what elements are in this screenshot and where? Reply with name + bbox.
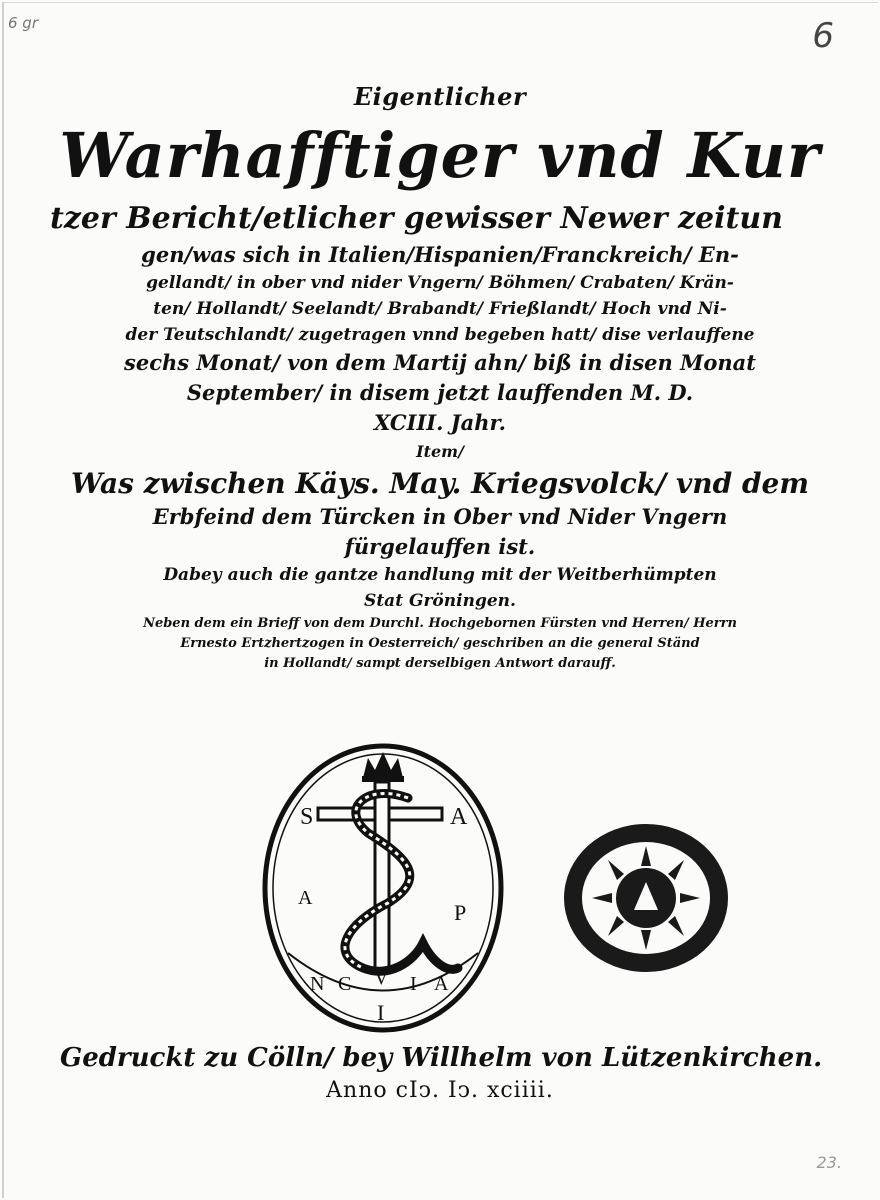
emblem-letter-s: S xyxy=(300,804,314,830)
motto-letter-c: C xyxy=(338,973,352,995)
page-number: 6 xyxy=(812,16,834,56)
neben-line-2: Ernesto Ertzhertzogen in Oesterreich/ geschriben an die general Ständ xyxy=(180,636,700,651)
motto-letter-v: V xyxy=(374,967,389,989)
item-line-3: fürgelauffen ist. xyxy=(344,534,536,559)
title-line-5: gellandt/ in ober vnd nider Vngern/ Böhmen/ Crabaten/ Krän- xyxy=(146,273,734,293)
emblem-letter-a-right: A xyxy=(450,804,468,830)
motto-letter-i: I xyxy=(410,973,417,995)
title-line-3: tzer Bericht/etlicher gewisser Newer zeitun xyxy=(50,201,783,236)
item-line-1: Was zwischen Käys. May. Kriegsvolck/ vnd dem xyxy=(71,467,809,500)
title-line-6: ten/ Hollandt/ Seelandt/ Brabandt/ Frießlandt/ Hoch vnd Ni- xyxy=(153,299,727,319)
neben-line-1: Neben dem ein Brieff von dem Durchl. Hochgebornen Fürsten vnd Herren/ Herrn xyxy=(143,616,737,631)
imprint-block xyxy=(60,1040,823,1106)
printer-device-emblem xyxy=(258,728,508,1038)
emblem-letter-a-left: A xyxy=(298,887,313,909)
title-block xyxy=(50,80,830,674)
corner-pencil-note: 6 gr xyxy=(8,14,38,32)
emblem-letter-p: P xyxy=(454,900,467,925)
title-line-2: Warhafftiger vnd Kur xyxy=(59,119,821,192)
dabey-line-1: Dabey auch die gantze handlung mit der Weitberhümpten xyxy=(163,565,717,585)
title-line-4: gen/was sich in Italien/Hispanien/Franckreich/ En- xyxy=(141,242,739,267)
emblem-bottom-letter: I xyxy=(377,1000,385,1025)
crown-icon xyxy=(362,752,404,782)
title-line-8: sechs Monat/ von dem Martij ahn/ biß in disen Monat xyxy=(124,350,756,375)
bottom-pencil-note: 23. xyxy=(816,1153,842,1172)
library-stamp xyxy=(556,818,736,978)
item-line-2: Erbfeind dem Türcken in Ober vnd Nider Vngern xyxy=(152,504,728,529)
dabey-line-2: Stat Gröningen. xyxy=(364,591,516,611)
title-line-10: XCIII. Jahr. xyxy=(374,410,506,435)
imprint-line-2: Anno cIↄ. Iↄ. xciiii. xyxy=(326,1078,554,1103)
item-label: Item/ xyxy=(416,442,464,461)
neben-line-3: in Hollandt/ sampt derselbigen Antwort darauff. xyxy=(264,656,616,671)
motto-letter-a: A xyxy=(434,973,449,995)
imprint-line-1: Gedruckt zu Cölln/ bey Willhelm von Lützenkirchen. xyxy=(60,1043,823,1073)
title-line-7: der Teutschlandt/ zugetragen vnnd begeben hatt/ dise verlauffene xyxy=(125,325,755,345)
motto-letter-n: N xyxy=(310,973,325,995)
title-line-1: Eigentlicher xyxy=(353,82,527,111)
title-line-9: September/ in disem jetzt lauffenden M. D. xyxy=(186,380,694,405)
